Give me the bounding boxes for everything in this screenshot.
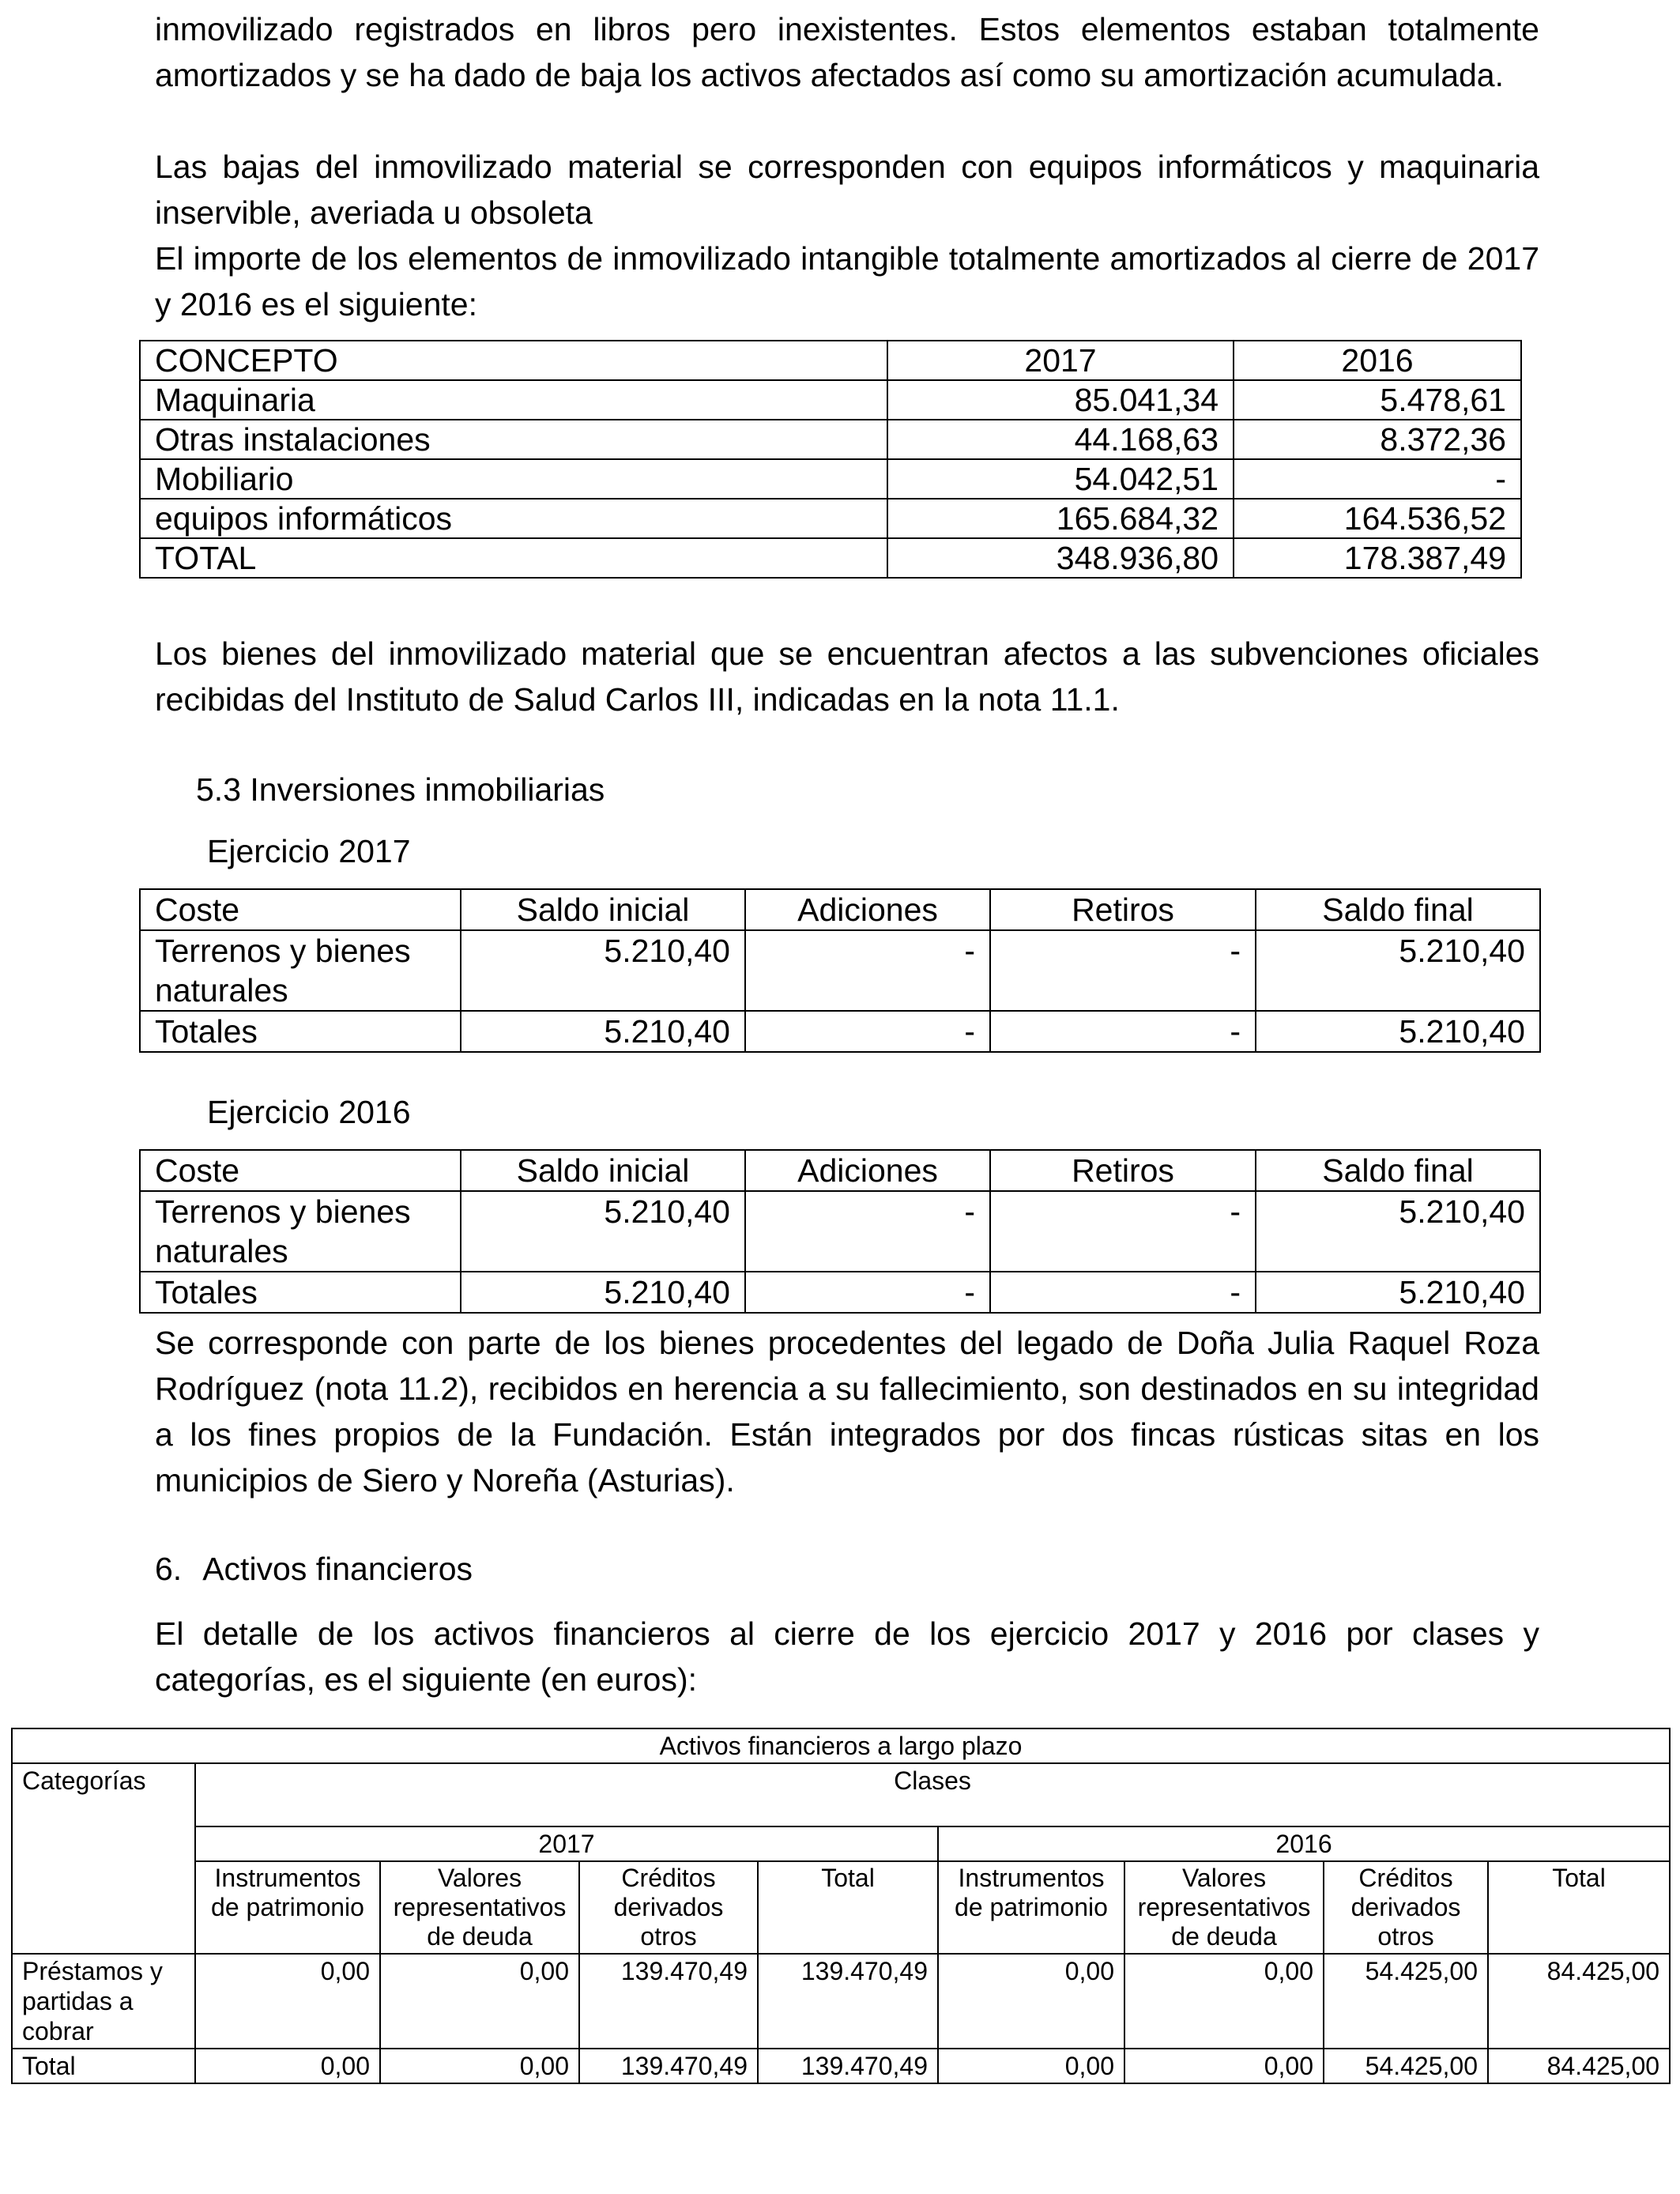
cell-retiros: - xyxy=(990,1272,1256,1313)
table-inversiones-2017 xyxy=(139,888,1541,1053)
header-year-2016: 2016 xyxy=(938,1826,1670,1861)
cell-coste: Totales xyxy=(140,1011,461,1052)
cell-concepto: equipos informáticos xyxy=(140,499,887,538)
cell-concepto: Mobiliario xyxy=(140,459,887,499)
header-saldo-inicial: Saldo inicial xyxy=(461,889,745,930)
cell-saldo-final: 5.210,40 xyxy=(1256,1011,1540,1052)
header-2017: 2017 xyxy=(887,341,1234,380)
paragraph-bajas-material: Las bajas del inmovilizado material se corresponden con equipos informáticos y maquinaria inservible, averiada u obsoleta xyxy=(155,149,1539,231)
cell-saldo-final: 5.210,40 xyxy=(1256,1191,1540,1272)
header-retiros: Retiros xyxy=(990,889,1256,930)
header-year-2017: 2017 xyxy=(195,1826,938,1861)
header-coste: Coste xyxy=(140,889,461,930)
cell-value: 84.425,00 xyxy=(1488,1954,1670,2049)
table-total-row xyxy=(140,538,1521,578)
subheading-ejercicio-2016: Ejercicio 2016 xyxy=(207,1094,411,1130)
header-adiciones: Adiciones xyxy=(745,1150,990,1191)
header-saldo-inicial: Saldo inicial xyxy=(461,1150,745,1191)
cell-concepto: TOTAL xyxy=(140,538,887,578)
table-row xyxy=(140,420,1521,459)
header-creditos-2017: Créditos derivados otros xyxy=(579,1861,758,1954)
cell-value: 139.470,49 xyxy=(579,1954,758,2049)
header-total-2017: Total xyxy=(758,1861,938,1954)
cell-value: 54.425,00 xyxy=(1324,2049,1488,2083)
cell-2017: 85.041,34 xyxy=(887,380,1234,420)
cell-2016: 164.536,52 xyxy=(1234,499,1521,538)
cell-2017: 348.936,80 xyxy=(887,538,1234,578)
cell-concepto: Otras instalaciones xyxy=(140,420,887,459)
section-number: 6. xyxy=(155,1551,183,1587)
header-saldo-final: Saldo final xyxy=(1256,1150,1540,1191)
table-total-row xyxy=(140,1011,1540,1052)
cell-2016: 5.478,61 xyxy=(1234,380,1521,420)
paragraph-subvenciones: Los bienes del inmovilizado material que se encuentran afectos a las subvenciones oficiales recibidas del Instituto de Salud Carlos III, indicadas en la nota 11.1. xyxy=(155,635,1539,718)
cell-value: 84.425,00 xyxy=(1488,2049,1670,2083)
cell-value: 0,00 xyxy=(938,2049,1124,2083)
section-title: Activos financieros xyxy=(202,1551,473,1587)
section-heading-activos xyxy=(155,1546,473,1592)
table-row xyxy=(140,459,1521,499)
cell-categoria: Préstamos y partidas a cobrar xyxy=(12,1954,195,2049)
cell-value: 139.470,49 xyxy=(758,2049,938,2083)
table-amortizados xyxy=(139,340,1522,579)
header-concepto: CONCEPTO xyxy=(140,341,887,380)
table-total-row xyxy=(140,1272,1540,1313)
header-valores-2016: Valores representativos de deuda xyxy=(1124,1861,1324,1954)
cell-2016: - xyxy=(1234,459,1521,499)
table-row xyxy=(140,1191,1540,1272)
header-clases: Clases xyxy=(195,1763,1670,1826)
cell-retiros: - xyxy=(990,1011,1256,1052)
cell-retiros: - xyxy=(990,1191,1256,1272)
section-heading-inversiones: 5.3 Inversiones inmobiliarias xyxy=(196,771,605,808)
header-adiciones: Adiciones xyxy=(745,889,990,930)
cell-value: 139.470,49 xyxy=(758,1954,938,2049)
header-categorias: Categorías xyxy=(12,1763,195,1954)
table-title-row xyxy=(12,1728,1670,1763)
cell-saldo-inicial: 5.210,40 xyxy=(461,1272,745,1313)
paragraph-legado: Se corresponde con parte de los bienes procedentes del legado de Doña Julia Raquel Roza Rodríguez (nota 11.2), recibidos en herencia a su fallecimiento, son destinados en su integridad a los fines propios de la Fundación. Están integrados por dos fincas rústicas sitas en los municipios de Siero y Noreña (Asturias). xyxy=(155,1325,1539,1498)
header-total-2016: Total xyxy=(1488,1861,1670,1954)
cell-value: 0,00 xyxy=(380,1954,579,2049)
cell-saldo-inicial: 5.210,40 xyxy=(461,1011,745,1052)
table-header-row xyxy=(140,889,1540,930)
cell-categoria: Total xyxy=(12,2049,195,2083)
table-title: Activos financieros a largo plazo xyxy=(12,1728,1670,1763)
cell-value: 0,00 xyxy=(195,1954,380,2049)
header-creditos-2016: Créditos derivados otros xyxy=(1324,1861,1488,1954)
paragraph-importe-amortizados: El importe de los elementos de inmovilizado intangible totalmente amortizados al cierre de 2017 y 2016 es el siguiente: xyxy=(155,240,1539,322)
header-retiros: Retiros xyxy=(990,1150,1256,1191)
cell-value: 0,00 xyxy=(380,2049,579,2083)
cell-value: 0,00 xyxy=(1124,1954,1324,2049)
cell-adiciones: - xyxy=(745,930,990,1011)
cell-coste: Terrenos y bienes naturales xyxy=(140,930,461,1011)
subheading-ejercicio-2017: Ejercicio 2017 xyxy=(207,833,411,869)
cell-2016: 8.372,36 xyxy=(1234,420,1521,459)
cell-value: 139.470,49 xyxy=(579,2049,758,2083)
table-inversiones-2016 xyxy=(139,1149,1541,1314)
cell-retiros: - xyxy=(990,930,1256,1011)
header-saldo-final: Saldo final xyxy=(1256,889,1540,930)
cell-adiciones: - xyxy=(745,1272,990,1313)
table-row xyxy=(140,499,1521,538)
cell-2017: 44.168,63 xyxy=(887,420,1234,459)
header-2016: 2016 xyxy=(1234,341,1521,380)
paragraph-detalle-activos: El detalle de los activos financieros al cierre de los ejercicio 2017 y 2016 por clases y categorías, es el siguiente (en euros): xyxy=(155,1615,1539,1698)
cell-adiciones: - xyxy=(745,1011,990,1052)
cell-coste: Terrenos y bienes naturales xyxy=(140,1191,461,1272)
paragraph-inmovilizado-bajas: inmovilizado registrados en libros pero inexistentes. Estos elementos estaban totalmente amortizados y se ha dado de baja los activos afectados así como su amortización acumulada. xyxy=(155,11,1539,93)
cell-value: 0,00 xyxy=(1124,2049,1324,2083)
table-total-row xyxy=(12,2049,1670,2083)
table-header-row xyxy=(140,1150,1540,1191)
table-row xyxy=(140,380,1521,420)
cell-value: 0,00 xyxy=(938,1954,1124,2049)
header-valores-2017: Valores representativos de deuda xyxy=(380,1861,579,1954)
cell-concepto: Maquinaria xyxy=(140,380,887,420)
cell-value: 0,00 xyxy=(195,2049,380,2083)
table-row xyxy=(140,930,1540,1011)
table-header-row xyxy=(140,341,1521,380)
cell-value: 54.425,00 xyxy=(1324,1954,1488,2049)
cell-coste: Totales xyxy=(140,1272,461,1313)
cell-2016: 178.387,49 xyxy=(1234,538,1521,578)
cell-saldo-inicial: 5.210,40 xyxy=(461,1191,745,1272)
header-instrumentos-2017: Instrumentos de patrimonio xyxy=(195,1861,380,1954)
cell-saldo-inicial: 5.210,40 xyxy=(461,930,745,1011)
cell-2017: 165.684,32 xyxy=(887,499,1234,538)
table-subheader-row xyxy=(12,1861,1670,1954)
header-coste: Coste xyxy=(140,1150,461,1191)
cell-saldo-final: 5.210,40 xyxy=(1256,1272,1540,1313)
table-activos-financieros xyxy=(11,1728,1671,2084)
cell-2017: 54.042,51 xyxy=(887,459,1234,499)
header-instrumentos-2016: Instrumentos de patrimonio xyxy=(938,1861,1124,1954)
cell-adiciones: - xyxy=(745,1191,990,1272)
cell-saldo-final: 5.210,40 xyxy=(1256,930,1540,1011)
table-row xyxy=(12,1954,1670,2049)
